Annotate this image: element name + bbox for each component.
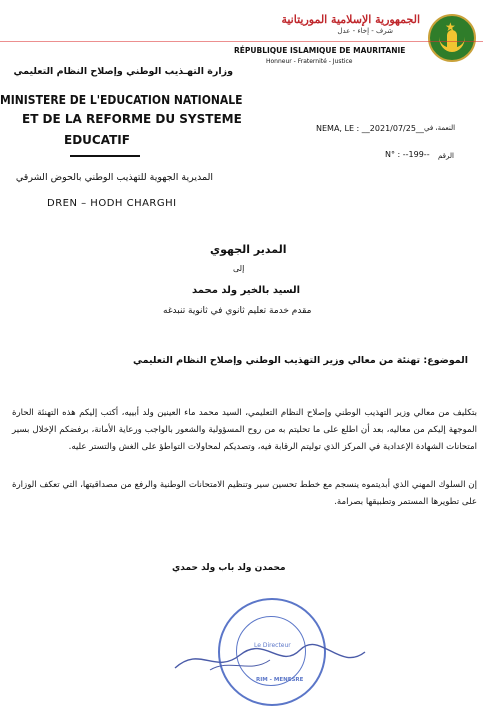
recipient-name: السيد بالخير ولد محمد bbox=[192, 285, 301, 296]
ministry-name-fr-line1: MINISTERE DE L'EDUCATION NATIONALE bbox=[0, 93, 243, 107]
motto-fr: Honneur - Fraternité - Justice bbox=[266, 58, 353, 65]
recipient-role: مقدم خدمة تعليم ثانوي في ثانوية تنبدغه bbox=[163, 306, 312, 316]
letter-paragraph-1: بتكليف من معالي وزير التهذيب الوطني وإصلاح النظام التعليمي، السيد محمد ماء العينين ولد أبييه، أكتب إليكم هذه التهنئة الحارة الموجهة إليكم من معاليه، بعد أن اطلع على ما تحليتم به من روح المسؤولية والشعور بالواجب ورعاية الأمانة، برفضكم الإخلال بسير امتحانات الشهادة الإعدادية في المركز الذي توليتم الرقابة فيه، وتصديكم لمحاولات التواطؤ على الغش والتستر عليه. bbox=[12, 408, 477, 452]
motto-ar: شرف - إخاء - عدل bbox=[337, 27, 393, 35]
signer-name: محمدن ولد باب ولد حمدي bbox=[172, 563, 286, 573]
official-stamp bbox=[218, 598, 326, 706]
letter-subject: الموضوع: تهنئة من معالي وزير التهذيب الوطني وإصلاح النظام التعليمي bbox=[133, 355, 468, 366]
date-line: NEMA, LE : __2021/07/25__ bbox=[316, 124, 424, 133]
letter-paragraph-2: إن السلوك المهني الذي أبديتموه ينسجم مع خطط تحسين سير وتنظيم الامتحانات الوطنية والرفع من مصداقيتها، التي تعكف الوزارة على تطويرها المستمر وتطبيقها بصرامة. bbox=[12, 480, 477, 507]
stamp-center-text: Le Directeur bbox=[254, 642, 291, 649]
header-divider bbox=[0, 41, 483, 42]
ministry-name-fr-line3: EDUCATIF bbox=[64, 133, 130, 147]
republic-name-ar: الجمهورية الإسلامية الموريتانية bbox=[281, 13, 420, 26]
reference-number: N° : --199-- bbox=[385, 150, 430, 159]
ministry-name-ar: وزارة التهـذيب الوطني وإصلاح النظام التعليمي bbox=[13, 66, 233, 77]
directorate-name-fr: DREN – HODH CHARGHI bbox=[47, 198, 177, 209]
republic-name-fr: RÉPUBLIQUE ISLAMIQUE DE MAURITANIE bbox=[234, 46, 406, 55]
to-word: إلى bbox=[233, 264, 245, 273]
national-emblem bbox=[428, 14, 476, 62]
date-label-ar: النعمة، في bbox=[424, 124, 456, 132]
sender-title: المدير الجهوي bbox=[210, 243, 287, 256]
ministry-underline bbox=[70, 155, 140, 157]
reference-label-ar: الرقم bbox=[438, 152, 454, 160]
directorate-name-ar: المديرية الجهوية للتهذيب الوطني بالحوض الشرقي bbox=[15, 172, 213, 183]
handwritten-signature bbox=[170, 640, 370, 680]
stamp-bottom-text: RIM - MENESRE bbox=[256, 677, 304, 683]
star-icon: ★ bbox=[445, 20, 456, 34]
ministry-name-fr-line2: ET DE LA REFORME DU SYSTEME bbox=[22, 112, 242, 126]
